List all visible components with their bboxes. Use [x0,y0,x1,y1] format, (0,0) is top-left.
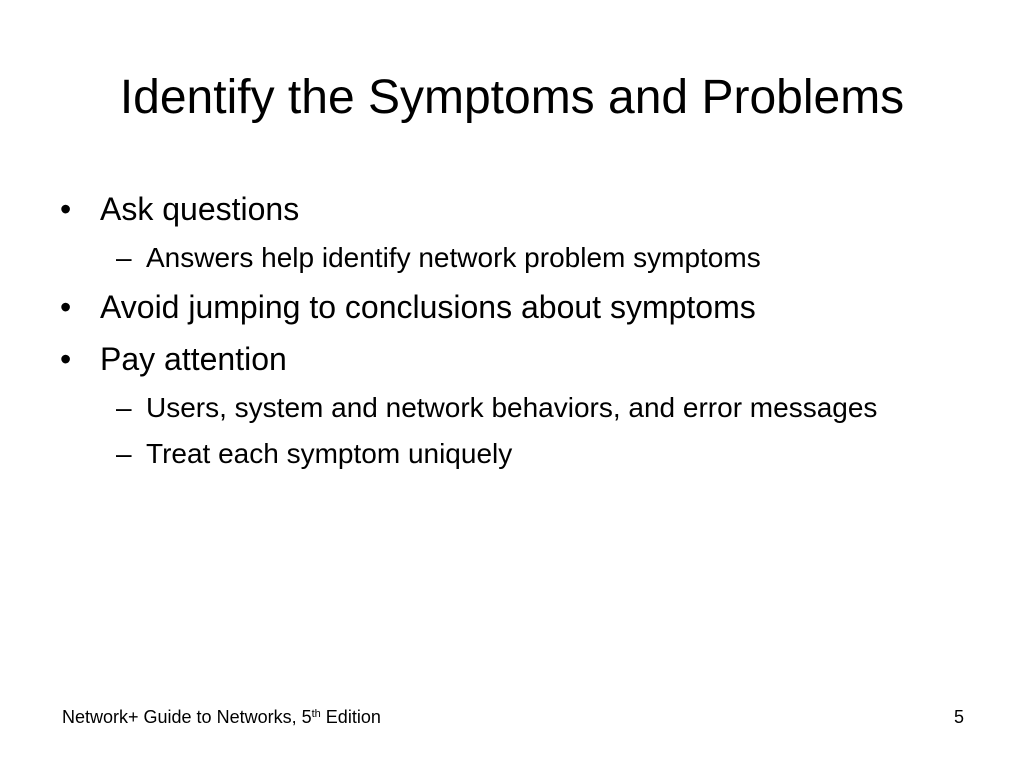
footer-edition-suffix: Edition [320,707,381,727]
page-number: 5 [953,707,964,727]
slide-title: Identify the Symptoms and Problems [119,71,905,124]
bullet-item [60,284,960,330]
bullet-text: Avoid jumping to conclusions about symptoms [100,289,756,325]
subbullet-glyph: – [116,392,132,423]
footer-title-text: Network+ Guide to Networks, 5 [62,707,312,727]
bullet-text: Pay attention [100,341,287,377]
subbullet-text: Answers help identify network problem symptoms [146,242,761,273]
bullet-item [60,186,960,232]
subbullet-glyph: – [116,242,132,273]
bullet-text: Ask questions [100,191,300,227]
bullet-glyph: • [60,191,72,227]
footer-book-title [62,704,381,730]
bullet-item [60,336,960,382]
slide-body [60,186,960,480]
bullet-glyph: • [60,341,72,377]
subbullet-glyph: – [116,438,132,469]
subbullet-item [116,238,896,278]
bullet-glyph: • [60,289,72,325]
subbullet-text: Treat each symptom uniquely [146,438,513,469]
subbullet-text: Users, system and network behaviors, and error messages [146,392,878,423]
footer-edition-superscript: th [311,708,321,720]
subbullet-item [116,434,896,474]
subbullet-item [116,388,896,428]
